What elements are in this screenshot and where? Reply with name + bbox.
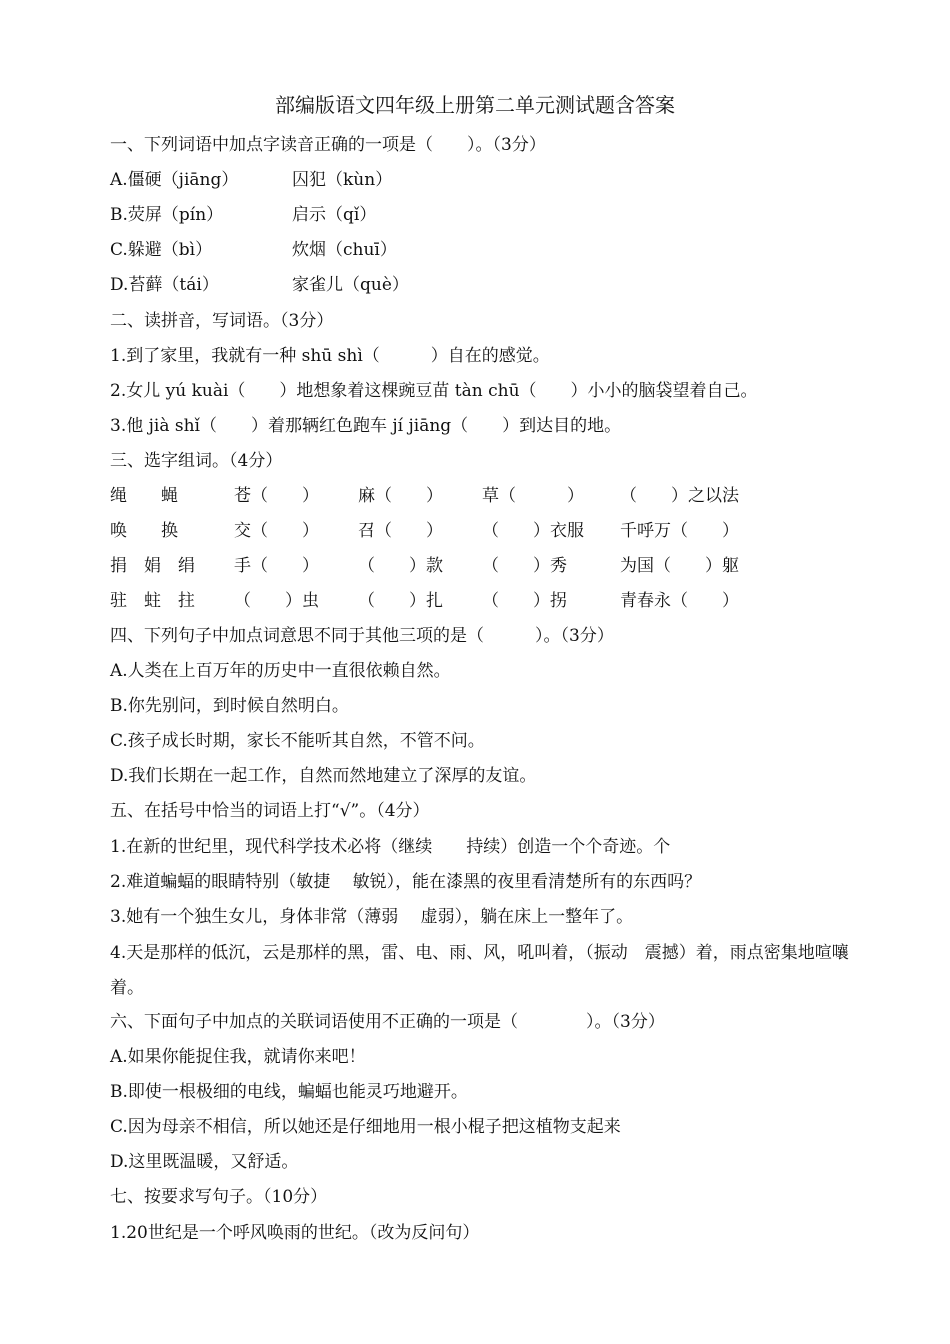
q4-option-c: C.孩子成长时期，家长不能听其自然，不管不问。	[110, 731, 485, 751]
q3-row-2-blank-3: （ ）衣服	[482, 521, 584, 541]
q3-row-2-chars: 唤 换	[110, 521, 178, 541]
q1-option-d-word1: D.苔藓（tái）	[110, 275, 219, 295]
q1-heading: 一、下列词语中加点字读音正确的一项是（ ）。（3分）	[110, 135, 546, 155]
q3-row-4-blank-2: （ ）扎	[358, 591, 443, 611]
q7-item-1: 1.20世纪是一个呼风唤雨的世纪。（改为反问句）	[110, 1223, 480, 1243]
q1-option-b	[110, 200, 850, 230]
q3-row-3	[110, 551, 850, 581]
q1-option-d	[110, 270, 850, 300]
q2-heading: 二、读拼音，写词语。（3分）	[110, 311, 334, 331]
q6-option-b: B.即使一根极细的电线，蝙蝠也能灵巧地避开。	[110, 1082, 468, 1102]
q3-row-1-blank-1: 苍（ ）	[234, 486, 319, 506]
q2-item-2: 2.女儿 yú kuài（ ）地想象着这棵豌豆苗 tàn chū（ ）小小的脑袋望着自己。	[110, 381, 758, 401]
q2-item-3: 3.他 jià shǐ（ ）着那辆红色跑车 jí jiāng（ ）到达目的地。	[110, 416, 622, 436]
q3-row-3-blank-3: （ ）秀	[482, 556, 567, 576]
document-title: 部编版语文四年级上册第二单元测试题含答案	[275, 93, 675, 117]
q5-heading: 五、在括号中恰当的词语上打“√”。（4分）	[110, 801, 430, 821]
q3-row-1-blank-3: 草（ ）	[482, 486, 584, 506]
q3-row-1-blank-4: （ ）之以法	[620, 486, 739, 506]
q6-option-a: A.如果你能捉住我，就请你来吧！	[110, 1047, 366, 1067]
q6-option-c: C.因为母亲不相信，所以她还是仔细地用一根小棍子把这植物支起来	[110, 1117, 621, 1137]
q3-row-1	[110, 481, 850, 511]
q5-item-4: 4.天是那样的低沉，云是那样的黑，雷、电、雨、风，吼叫着，（振动 震撼）着，雨点密集地喧嚷着。	[110, 943, 849, 998]
q3-row-3-chars: 捐 娟 绢	[110, 556, 195, 576]
q1-option-a	[110, 165, 850, 195]
q1-option-a-word1: A.僵硬（jiāng）	[110, 170, 239, 190]
q6-heading: 六、下面句子中加点的关联词语使用不正确的一项是（ ）。（3分）	[110, 1012, 665, 1032]
q3-row-3-blank-2: （ ）款	[358, 556, 443, 576]
q3-row-3-blank-1: 手（ ）	[234, 556, 319, 576]
q5-item-2: 2.难道蝙蝠的眼睛特别（敏捷 敏锐），能在漆黑的夜里看清楚所有的东西吗？	[110, 872, 702, 892]
q3-row-1-blank-2: 麻（ ）	[358, 486, 443, 506]
q1-option-c-word2: 炊烟（chuī）	[292, 240, 397, 260]
q1-option-d-word2: 家雀儿（què）	[292, 275, 409, 295]
q3-row-4-blank-4: 青春永（ ）	[620, 591, 739, 611]
q5-item-3: 3.她有一个独生女儿，身体非常（薄弱 虚弱），躺在床上一整年了。	[110, 907, 634, 927]
q6-option-d: D.这里既温暖，又舒适。	[110, 1152, 299, 1172]
q3-row-4-blank-1: （ ）虫	[234, 591, 319, 611]
q3-row-4-blank-3: （ ）拐	[482, 591, 567, 611]
q3-row-1-chars: 绳 蝇	[110, 486, 178, 506]
q3-row-3-blank-4: 为国（ ）躯	[620, 556, 739, 576]
q4-heading: 四、下列句子中加点词意思不同于其他三项的是（ ）。（3分）	[110, 626, 614, 646]
q1-option-c	[110, 235, 850, 265]
q3-row-2-blank-4: 千呼万（ ）	[620, 521, 739, 541]
q4-option-b: B.你先别问，到时候自然明白。	[110, 696, 349, 716]
q5-item-1: 1.在新的世纪里，现代科学技术必将（继续 持续）创造一个个奇迹。个	[110, 837, 671, 857]
q7-heading: 七、按要求写句子。（10分）	[110, 1187, 328, 1207]
q2-item-1: 1.到了家里，我就有一种 shū shì（ ）自在的感觉。	[110, 346, 550, 366]
q1-option-c-word1: C.躲避（bì）	[110, 240, 213, 260]
q4-option-d: D.我们长期在一起工作，自然而然地建立了深厚的友谊。	[110, 766, 537, 786]
q3-row-4	[110, 586, 850, 616]
q3-row-2-blank-1: 交（ ）	[234, 521, 319, 541]
q1-option-b-word2: 启示（qǐ）	[292, 205, 377, 225]
q3-row-4-chars: 驻 蛀 拄	[110, 591, 195, 611]
q1-option-b-word1: B.荧屏（pín）	[110, 205, 224, 225]
q4-option-a: A.人类在上百万年的历史中一直很依赖自然。	[110, 661, 451, 681]
q1-option-a-word2: 囚犯（kùn）	[292, 170, 393, 190]
q3-row-2-blank-2: 召（ ）	[358, 521, 443, 541]
q3-heading: 三、选字组词。（4分）	[110, 451, 283, 471]
q3-row-2	[110, 516, 850, 546]
